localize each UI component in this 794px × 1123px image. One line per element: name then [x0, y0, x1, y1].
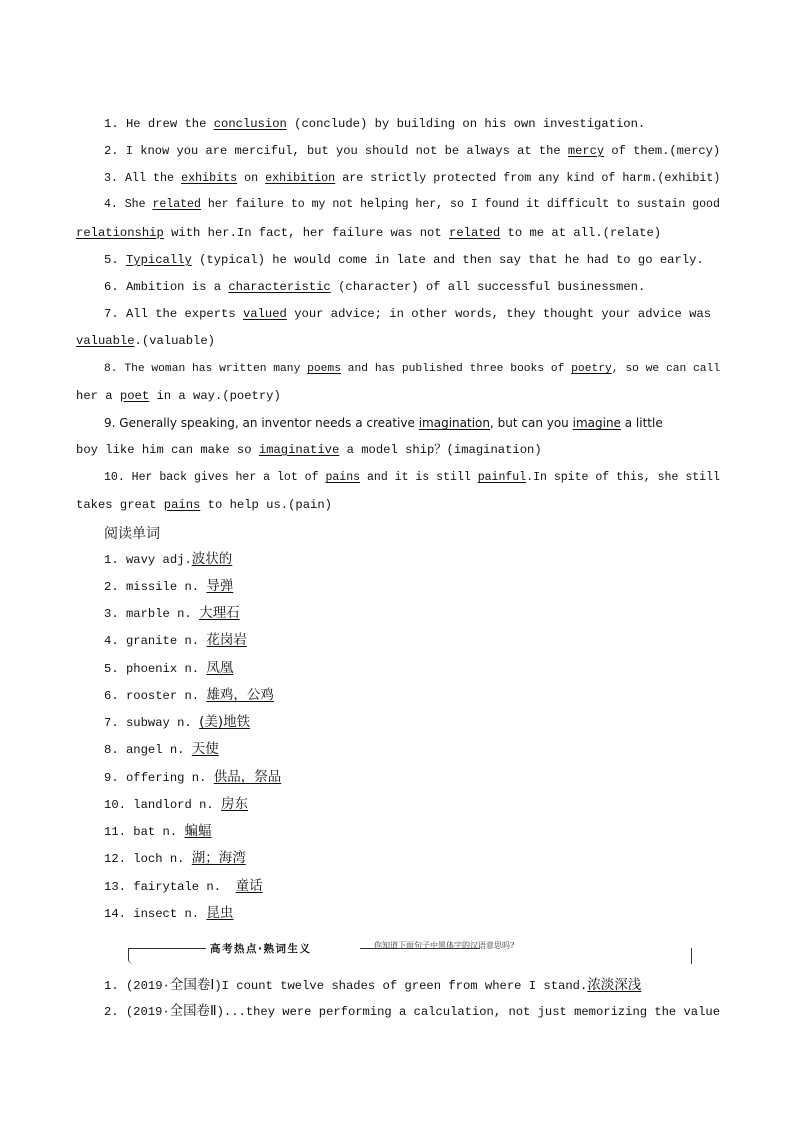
exercise-10 — [104, 470, 720, 486]
vocab-item — [104, 578, 233, 595]
sentence-text: are strictly protected from any kind of harm.(exhibit) — [335, 171, 721, 185]
exercise-4 — [104, 197, 720, 213]
vocab-item — [104, 850, 246, 867]
vocab-word: 13. fairytale n. — [104, 880, 236, 894]
sentence-text: , but can you — [490, 416, 573, 430]
vocab-answer: (美)地铁 — [199, 714, 251, 730]
vocab-word: 4. granite n. — [104, 634, 207, 648]
sentence-text: He drew the — [118, 117, 214, 131]
vocab-item — [104, 769, 281, 786]
vocab-item — [104, 632, 247, 649]
example-2 — [104, 1004, 720, 1020]
vocab-answer: 蝙蝠 — [184, 823, 212, 839]
exercise-10-line-2 — [76, 497, 332, 513]
sentence-text: a model ship？(imagination) — [339, 443, 542, 457]
vocab-answer: 供品，祭品 — [213, 769, 282, 785]
banner-title: 高考热点·熟词生义 — [210, 943, 312, 955]
answer-word: imagination — [418, 416, 490, 430]
vocab-word: 8. angel n. — [104, 743, 192, 757]
sentence-text: .In spite of this, she still — [526, 471, 720, 484]
sentence-text: her failure to my not helping her, so I found it difficult to sustain good — [200, 198, 720, 211]
sentence-text: .(valuable) — [134, 334, 215, 348]
example-text: )I count twelve shades of green from where I stand. — [214, 979, 588, 993]
sentence-text: Generally speaking, an inventor needs a creative — [115, 416, 419, 430]
sentence-text: (typical) he would come in late and then say that he had to go early. — [191, 253, 704, 267]
sentence-text: with her.In fact, her failure was not — [163, 226, 449, 240]
vocab-word: 10. landlord n. — [104, 798, 222, 812]
answer-word: valuable — [76, 334, 135, 348]
banner-rule — [128, 948, 206, 949]
item-number: 2. — [104, 144, 119, 158]
vocab-answer: 房东 — [221, 796, 249, 812]
vocab-item — [104, 796, 248, 813]
answer-word: poet — [119, 389, 150, 403]
sentence-text: her a — [76, 389, 120, 403]
sentence-text: , so we can call — [611, 363, 721, 375]
vocab-word: 1. wavy adj. — [104, 553, 192, 567]
item-number: 3. — [104, 171, 119, 185]
sentence-text: a little — [620, 416, 663, 430]
item-number: 1. — [104, 117, 119, 131]
sentence-text: to me at all.(relate) — [500, 226, 662, 240]
answer-word: imaginative — [258, 443, 340, 457]
exercise-7-line-2 — [76, 333, 215, 349]
vocab-word: 11. bat n. — [104, 825, 185, 839]
vocab-word: 3. marble n. — [104, 607, 200, 621]
answer-word: conclusion — [213, 117, 287, 131]
vocab-answer: 雄鸡，公鸡 — [206, 687, 274, 703]
sentence-text: and it is still — [360, 471, 478, 484]
vocab-item — [104, 878, 263, 895]
vocab-item — [104, 687, 274, 704]
answer-word: pains — [163, 498, 201, 512]
exercise-8 — [104, 361, 720, 377]
vocab-item — [104, 823, 211, 840]
sentence-text: of them.(mercy) — [604, 144, 721, 158]
answer-word: poetry — [571, 363, 612, 375]
sentence-text: The woman has written many — [117, 363, 308, 375]
answer-word: pains — [325, 471, 361, 484]
sentence-text: in a way.(poetry) — [149, 389, 281, 403]
sentence-text: (conclude) by building on his own investigation. — [286, 117, 646, 131]
banner-bracket — [128, 948, 133, 964]
vocab-word: 9. offering n. — [104, 771, 214, 785]
exercise-3 — [104, 170, 720, 186]
item-number: 8. — [104, 363, 118, 375]
example-text: )...they were performing a calculation, not just memorizing the value — [216, 1005, 720, 1019]
vocab-answer: 湖；海湾 — [191, 850, 246, 866]
answer-word: valued — [242, 307, 287, 321]
exercise-2 — [104, 143, 720, 159]
example-source: 全国卷Ⅱ — [169, 1004, 217, 1019]
sentence-text: She — [117, 198, 153, 211]
answer-word: relationship — [76, 226, 164, 240]
exercise-8-line-2 — [76, 388, 281, 404]
vocab-word: 5. phoenix n. — [104, 662, 207, 676]
item-number: 6. — [104, 280, 119, 294]
vocab-item — [104, 905, 233, 922]
sentence-text: (character) of all successful businessmen. — [330, 280, 646, 294]
sentence-text: Ambition is a — [118, 280, 229, 294]
item-number: 7. — [104, 307, 119, 321]
vocab-answer: 大理石 — [199, 605, 240, 621]
answer-word: characteristic — [228, 280, 331, 294]
vocab-word: 14. insect n. — [104, 907, 207, 921]
vocab-word: 6. rooster n. — [104, 689, 207, 703]
vocab-answer: 波状的 — [191, 551, 233, 567]
vocab-answer: 昆虫 — [206, 905, 234, 921]
sentence-text: All the experts — [118, 307, 243, 321]
vocab-answer: 花岗岩 — [206, 632, 247, 648]
answer-word: poems — [307, 363, 341, 375]
vocab-word: 12. loch n. — [104, 852, 192, 866]
sentence-text: on — [237, 171, 266, 185]
answer-word: exhibits — [181, 171, 238, 185]
example-source: 1. (2019· — [104, 979, 170, 993]
vocab-answer: 童话 — [235, 878, 263, 894]
vocab-item — [104, 605, 240, 622]
vocab-answer: 导弹 — [206, 578, 234, 594]
exercise-1 — [104, 116, 645, 132]
item-number: 9. — [104, 416, 116, 430]
answer-word: related — [152, 198, 201, 211]
vocab-answer: 天使 — [191, 741, 219, 757]
sentence-text: I know you are merciful, but you should not be always at the — [118, 144, 568, 158]
exercise-7 — [104, 306, 711, 322]
sentence-text: boy like him can make so — [76, 443, 259, 457]
example-source: 2. (2019· — [104, 1005, 170, 1019]
exercise-5 — [104, 252, 704, 268]
item-number: 4. — [104, 198, 118, 211]
answer-word: mercy — [567, 144, 605, 158]
exercise-4-line-2 — [76, 225, 661, 241]
answer-word: imagine — [572, 416, 621, 430]
vocab-item — [104, 741, 219, 758]
sentence-text: Her back gives her a lot of — [124, 471, 326, 484]
sentence-text: All the — [118, 171, 182, 185]
sentence-text: to help us.(pain) — [200, 498, 332, 512]
banner-subtitle: 你知道下面句子中黑体字的汉语意思吗? — [374, 941, 515, 950]
example-1 — [104, 977, 641, 994]
vocab-word: 7. subway n. — [104, 716, 200, 730]
exercise-9 — [104, 415, 663, 431]
answer-word: painful — [477, 471, 527, 484]
vocab-word: 2. missile n. — [104, 580, 207, 594]
answer-word: 浓淡深浅 — [587, 977, 642, 993]
item-number: 10. — [104, 471, 125, 484]
answer-word: Typically — [125, 253, 192, 267]
vocab-item — [104, 551, 232, 568]
vocab-item — [104, 660, 233, 677]
exercise-6 — [104, 279, 645, 295]
vocab-item — [104, 714, 250, 731]
answer-word: exhibition — [265, 171, 336, 185]
exercise-9-line-2 — [76, 442, 542, 458]
vocab-answer: 凤凰 — [206, 660, 234, 676]
sentence-text — [119, 253, 126, 267]
section-heading: 阅读单词 — [104, 526, 160, 542]
item-number: 5. — [104, 253, 119, 267]
sentence-text: your advice; in other words, they thought your advice was — [286, 307, 712, 321]
section-banner — [128, 938, 694, 966]
banner-bracket — [687, 948, 692, 964]
sentence-text: and has published three books of — [340, 363, 572, 375]
sentence-text: takes great — [76, 498, 164, 512]
example-source: 全国卷Ⅰ — [169, 977, 215, 993]
answer-word: related — [449, 226, 501, 240]
